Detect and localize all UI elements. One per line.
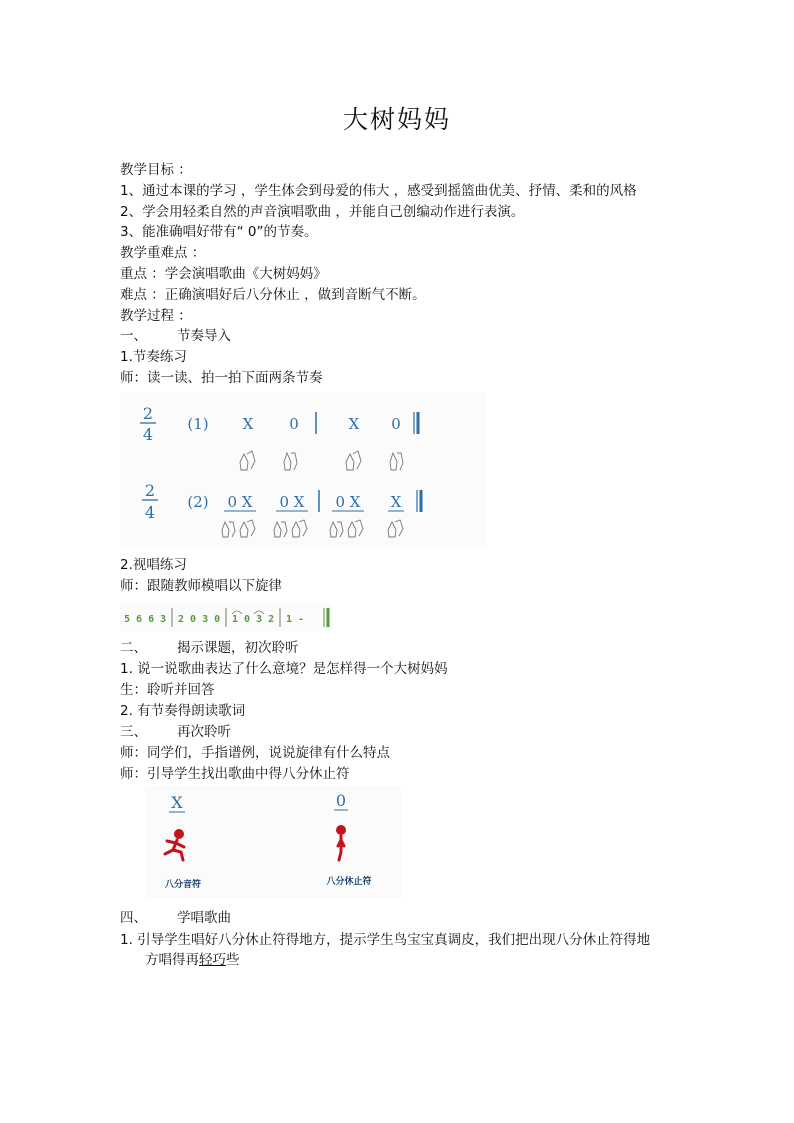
section-4 (120, 908, 231, 928)
teacher-1: 师：读一读、拍一拍下面两条节奏 (120, 370, 323, 386)
section-2-title: 揭示课题，初次聆听 (177, 640, 299, 656)
eighth-note-caption: 八分音符 (164, 880, 202, 890)
eighth-note-symbol: X (171, 793, 183, 812)
rhythm-line-1-note-1: X (242, 415, 254, 433)
rhythm-line-1-note-3: X (348, 415, 360, 433)
melody-bar-4: 1 - (286, 614, 305, 625)
goals-heading: 教学目标 ： (120, 162, 192, 178)
sub-2: 2.视唱练习 (120, 557, 187, 573)
rhythm-line-2-note-3: 0 X (335, 493, 361, 511)
teacher-3: 师：同学们，手指谱例，说说旋律有什么特点 (120, 745, 390, 761)
time-signature-top-2: 2 (144, 481, 156, 500)
melody-bar-1: 5 6 6 3 (124, 614, 167, 625)
rhythm-figure (120, 392, 486, 548)
section-3-number: 三、 (120, 724, 147, 740)
notes-figure (145, 786, 401, 898)
goal-2: 2、学会用轻柔自然的声音演唱歌曲 ，并能自己创编动作进行表演。 (120, 204, 525, 220)
section-1-number: 一、 (120, 328, 147, 344)
key-point: 重点 ：学会演唱歌曲《大树妈妈》 (120, 266, 327, 282)
section-2-number: 二、 (120, 640, 147, 656)
rhythm-line-1-note-2: 0 (289, 415, 299, 433)
clap-icon (222, 520, 403, 537)
sing-1-line-a: 1. 引导学生唱好八分休止符得地方，提示学生鸟宝宝真调皮，我们把出现八分休止符得地 (120, 932, 651, 948)
section-1-title: 节奏导入 (177, 328, 231, 344)
section-4-number: 四、 (120, 910, 147, 926)
running-figure-icon (165, 829, 184, 860)
rhythm-line-1-label: (1) (187, 415, 209, 433)
rhythm-line-2-note-1: 0 X (227, 493, 253, 511)
teacher-2: 师：跟随教师模唱以下旋律 (120, 578, 282, 594)
standing-figure-icon (336, 825, 346, 860)
eighth-rest-caption: 八分休止符 (326, 877, 372, 887)
sing-1-text-pre: 方唱得再 (145, 952, 199, 968)
melody-bar-2: 2 0 3 0 (178, 614, 221, 625)
sing-1-line-b (145, 950, 240, 970)
sub-1: 1.节奏练习 (120, 349, 187, 365)
section-1 (120, 326, 231, 346)
rhythm-line-2-label: (2) (187, 493, 209, 511)
section-2 (120, 638, 299, 658)
page-title: 大树妈妈 (342, 105, 451, 134)
rhythm-svg (120, 392, 486, 548)
time-signature-top: 2 (142, 404, 154, 423)
time-signature-bottom: 4 (142, 425, 154, 444)
sing-1-underlined: 轻巧 (199, 952, 226, 968)
process-heading: 教学过程 ： (120, 308, 192, 324)
rhythm-line-1-note-4: 0 (391, 415, 401, 433)
difficulty: 难点 ：正确演唱好后八分休止 ，做到音断气不断。 (120, 287, 426, 303)
student-1: 生：聆听并回答 (120, 682, 215, 698)
rhythm-line-2-note-2: 0 X (279, 493, 305, 511)
question-2: 2. 有节奏得朗读歌词 (120, 703, 246, 719)
sing-1-text-post: 些 (226, 952, 240, 968)
teacher-4: 师：引导学生找出歌曲中得八分休止符 (120, 766, 350, 782)
key-heading: 教学重难点 ： (120, 245, 206, 261)
goal-3: 3、能准确唱好带有“ 0”的节奏。 (120, 224, 318, 240)
rhythm-line-2-note-4: X (390, 493, 402, 511)
section-3 (120, 722, 231, 742)
melody-bar-3: 1 0 3 2 (232, 614, 275, 625)
section-4-title: 学唱歌曲 (177, 910, 231, 926)
goal-1: 1、通过本课的学习 ，学生体会到母爱的伟大 ，感受到摇篮曲优美、抒情、柔和的风格 (120, 183, 637, 199)
time-signature-bottom-2: 4 (144, 503, 156, 522)
eighth-rest-symbol: 0 (335, 791, 347, 810)
clap-icon (240, 451, 403, 470)
melody-figure (120, 603, 332, 631)
section-3-title: 再次聆听 (177, 724, 231, 740)
question-1: 1. 说一说歌曲表达了什么意境？是怎样得一个大树妈妈 (120, 661, 448, 677)
